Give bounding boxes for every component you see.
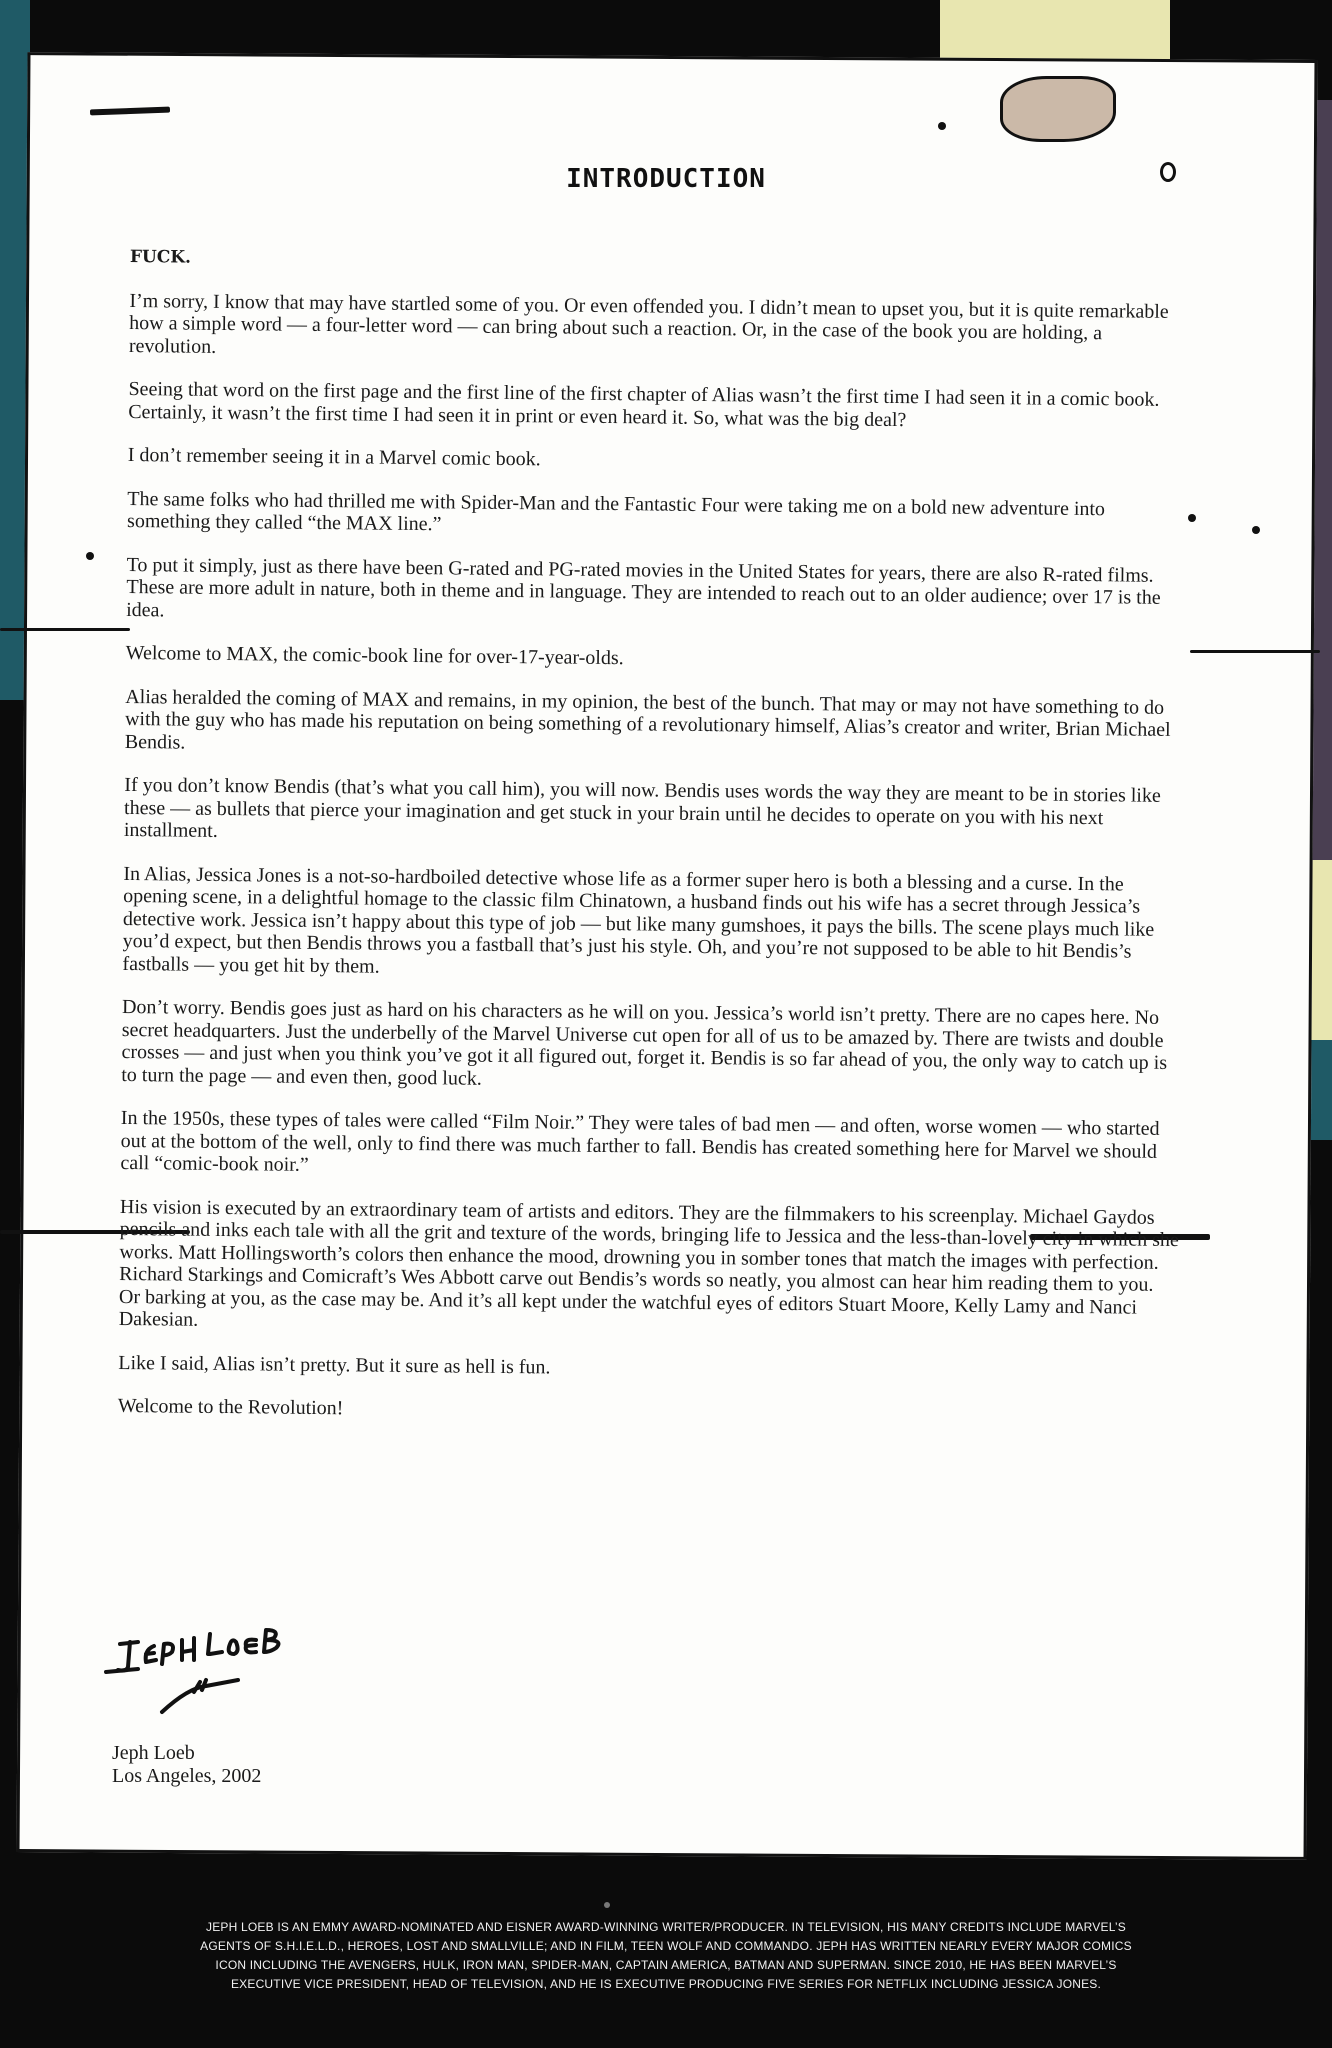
opening-line: FUCK. [129,246,192,268]
paragraph: To put it simply, just as there have been G-rated and PG-rated movies in the United States for years, there are also R-rated films. These are more adult in nature, both in theme and in language. They are intended to reach out to an older audience; over 17 is the idea. [126,553,1161,621]
paragraph: Seeing that word on the first page and the first line of the first chapter of Alias wasn’t the first time I had seen it in a comic book. Certainly, it wasn’t the first time I had seen it in print or even heard it. So, what was the big deal? [128,377,1160,431]
paper-fold-line [0,628,130,631]
paragraph: Welcome to MAX, the comic-book line for over-17-year-olds. [125,641,624,670]
paper-fold-line [1190,650,1320,653]
paragraph: In Alias, Jessica Jones is a not-so-hardboiled detective whose life as a former super hero is both a blessing and a curse. In the opening scene, in a delightful homage to the classic film Chinatown, a husband finds out his wife has a secret through Jessica’s detective work. Jessica isn’t happy about this type of job — but like many gumshoes, it pays the bills. The scene plays much like you’d expect, but then Bendis throws you a fastball that’s just his style. Oh, and you’re not supposed to be able to hit Bendis’s fastballs — you get hit by them. [122,862,1155,978]
paragraph: The same folks who had thrilled me with Spider-Man and the Fantastic Four were taking me on a bold new adventure into something they called “the MAX line.” [127,487,1106,536]
footer-line: ICON INCLUDING THE AVENGERS, HULK, IRON MAN, SPIDER-MAN, CAPTAIN AMERICA, BATMAN AND SUPERMAN. SINCE 2010, HE HAS BEEN MARVEL’S [215,1958,1117,1972]
author-bio-footer [130,1918,1202,1994]
signature [98,1622,318,1732]
paragraph: His vision is executed by an extraordinary team of artists and editors. They are the filmmakers to his screenplay. Michael Gaydos pencils and inks each tale with all the grit and texture of the words, bringing life to Jessica and the less-than-lovely city in which she works. Matt Hollingsworth’s colors then enhance the mood, drowning you in somber tones that match the images with perfection. Richard Starkings and Comicraft’s Wes Abbott carve out Bendis’s words so neatly, you almost can hear him reading them to you. Or barking at you, as the case may be. And it’s all kept under the watchful eyes of editors Stuart Moore, Kelly Lamy and Nanci Dakesian. [118,1195,1179,1331]
paper-stain [1000,76,1116,142]
author-signoff [112,1742,261,1788]
paragraph: I’m sorry, I know that may have startled some of you. Or even offended you. I didn’t mean to upset you, but it is quite remarkable how a simple word — a four-letter word — can bring about such a reaction. Or, in the case of the book you are holding, a revolution. [128,289,1169,358]
introduction-body [118,246,1190,1450]
paragraph: Welcome to the Revolution! [117,1394,344,1420]
footer-line: EXECUTIVE VICE PRESIDENT, HEAD OF TELEVISION, AND HE IS EXECUTIVE PRODUCING FIVE SERIES FOR NETFLIX INCLUDING JESSICA JONES. [230,1977,1102,1991]
paragraph: I don’t remember seeing it in a Marvel comic book. [127,443,541,471]
page-title: INTRODUCTION [566,164,766,194]
footer-line: AGENTS OF S.H.I.E.L.D., HEROES, LOST AND SMALLVILLE; AND IN FILM, TEEN WOLF AND COMMANDO. JEPH HAS WRITTEN NEARLY EVERY MAJOR COMICS [200,1939,1132,1953]
paragraph: Like I said, Alias isn’t pretty. But it sure as hell is fun. [118,1351,551,1378]
ink-dot [1188,514,1196,522]
ink-dot [604,1902,610,1908]
paragraph: Alias heralded the coming of MAX and remains, in my opinion, the best of the bunch. That may or may not have something to do with the guy who has made his reputation on being something of a revolutionary himself, Alias’s creator and writer, Brian Michael Bendis. [124,685,1171,754]
paragraph: Don’t worry. Bendis goes just as hard on his characters as he will on you. Jessica’s world isn’t pretty. There are no capes here. No secret headquarters. Just the underbelly of the Marvel Universe cut open for all of us to be amazed by. There are twists and double crosses — and just when you think you’ve got it all figured out, forget it. Bendis is so far ahead of you, the only way to catch up is to turn the page — and even then, good luck. [121,995,1168,1090]
paragraph: In the 1950s, these types of tales were called “Film Noir.” They were tales of bad men — and often, worse women — who started out at the bottom of the well, only to find there was much farther to fall. Bendis has created something here for Marvel we should call “comic-book noir.” [120,1106,1160,1176]
author-name: Jeph Loeb [112,1742,195,1764]
ink-dot [938,122,946,130]
author-location: Los Angeles, 2002 [112,1765,262,1787]
ink-dot [86,552,94,560]
paragraph: If you don’t know Bendis (that’s what you call him), you will now. Bendis uses words the way they are meant to be in stories like these — as bullets that pierce your imagination and get stuck in your brain until he decides to operate on you with his next installment. [123,773,1161,842]
footer-line: JEPH LOEB IS AN EMMY AWARD-NOMINATED AND EISNER AWARD-WINNING WRITER/PRODUCER. IN TELEVISION, HIS MANY CREDITS INCLUDE MARVEL’S [206,1920,1126,1934]
ink-dot [1252,526,1260,534]
